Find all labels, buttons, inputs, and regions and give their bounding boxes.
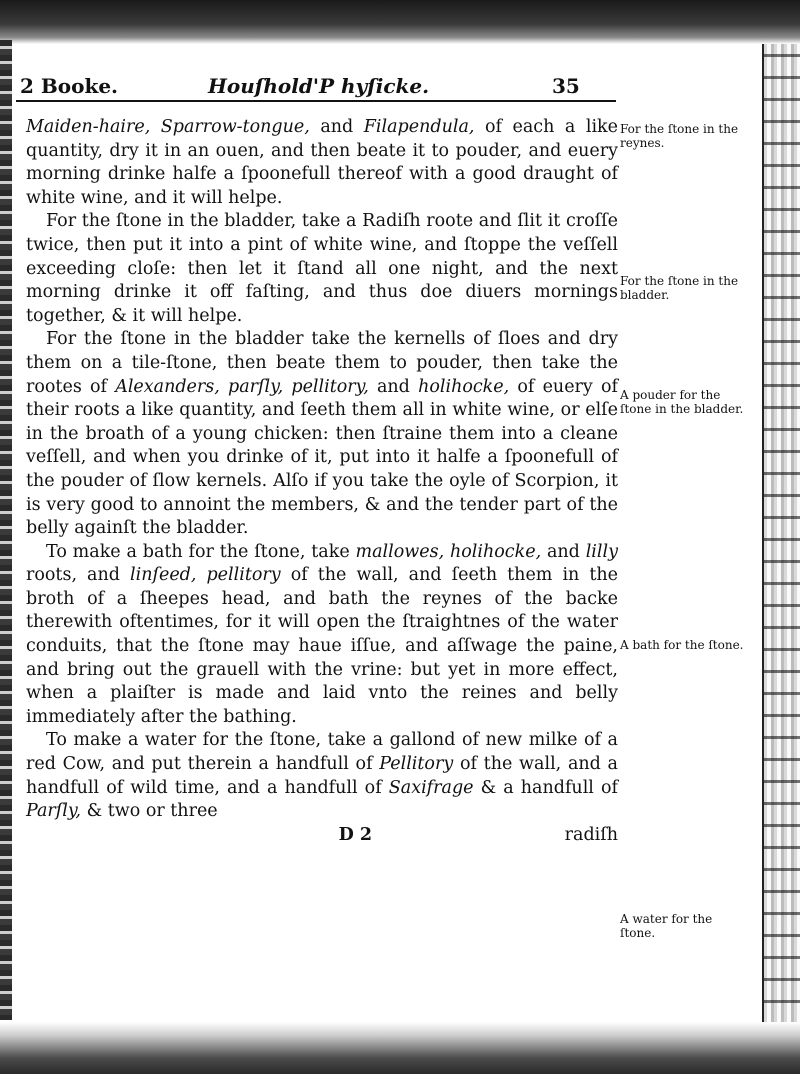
text-run: For the ſtone in the bladder take the kernells of ſloes and dry them on a tile-ſtone, then beate them to pouder, then take the rootes of <box>26 329 618 397</box>
text-run: holihocke, <box>418 376 510 397</box>
text-run: of the wall, and a handfull of wild time, and a handfull of <box>26 754 618 798</box>
text-run: & two or three <box>81 801 218 822</box>
text-run: and <box>368 376 419 397</box>
text-run: To make a water for the ſtone, take a gallond of new milke of a red Cow, and put therein a handfull of <box>26 730 618 775</box>
paragraph-sloe-kernels <box>26 328 618 540</box>
paragraph-water-for-stone <box>26 729 618 823</box>
catchword: radiſh <box>564 824 618 845</box>
paragraph-maiden-haire <box>26 116 618 210</box>
margin-note-bladder: For the ſtone in the bladder. <box>620 274 739 302</box>
margin-note-pouder: A pouder for the ſtone in the bladder. <box>620 388 744 416</box>
text-run: To make a bath for the ſtone, take <box>46 541 356 562</box>
page-bottom-shadow <box>0 1022 800 1074</box>
text-run: linſeed, pellitory <box>130 565 281 586</box>
page-number: 35 <box>552 74 580 98</box>
margin-note-water: A water for the ſtone. <box>620 912 713 940</box>
text-run: Alexanders, parſly, pellitory, <box>115 376 369 397</box>
text-run: Pellitory <box>379 754 454 775</box>
text-run: of the wall, and ſeeth them in the broth of a ſheepes head, and bath the reynes of the backe therewith oftentimes, for it will open the ſtraightnes of the water conduits, that the ſtone may haue iſſue, and aſſwage the paine, and bring out the grauell with the vrine: but yet in more effect, when a plaiſter is made and laid vnto the reines and belly immediately after the bathing. <box>26 565 619 727</box>
header-rule <box>16 100 616 102</box>
running-head <box>20 74 620 108</box>
text-run: and <box>309 117 364 137</box>
margin-note-bath: A bath for the ſtone. <box>620 638 744 652</box>
text-run: For the ſtone in the bladder, take a Radiſh roote and ſlit it croſſe twice, then put it into a pint of white wine, and ſtoppe the veſſell exceeding cloſe: then let it ſtand all one night, and the next morning drinke it off faſting, and thus doe diuers mornings together, & it will helpe. <box>26 211 618 326</box>
text-run: of each a like quantity, dry it in an ouen, and then beate it to pouder, and euery morning drinke halfe a ſpoonefull thereof with a good draught of white wine, and it will helpe. <box>26 117 618 208</box>
book-page <box>16 52 760 1022</box>
text-run: of euery of their roots a like quantity, and ſeeth them all in white wine, or elſe in the broath of a young chicken: then ſtraine them into a cleane veſſell, and when you drinke of it, put into it halfe a ſpoonefull of the pouder of ſlow kernels. Alſo if you take the oyle of Scorpion, it is very good to annoint the members, & and the tender part of the belly againſt the bladder. <box>26 376 618 539</box>
page-left-border <box>0 40 12 1020</box>
text-run: Saxifrage <box>388 777 474 798</box>
text-run: mallowes, holihocke, <box>355 541 542 562</box>
margin-note-reynes: For the ſtone in the reynes. <box>620 122 739 150</box>
book-number: 2 Booke. <box>20 74 119 98</box>
body-text <box>26 116 618 847</box>
decorative-right-border <box>762 44 800 1022</box>
text-run: Maiden-haire, Sparrow-tongue, <box>26 117 310 137</box>
text-run: roots, and <box>26 565 131 586</box>
text-run: and <box>541 541 586 562</box>
signature-mark <box>146 824 618 848</box>
text-run: lilly <box>585 541 618 562</box>
text-run: & a handfull of <box>473 777 618 798</box>
paragraph-radish-remedy <box>26 210 618 328</box>
paragraph-bath-for-stone <box>26 541 618 730</box>
text-run: Parſly, <box>26 801 81 822</box>
text-run: Filapendula, <box>363 117 475 137</box>
page-top-shadow <box>0 0 800 44</box>
signature-text: D 2 <box>338 824 373 845</box>
running-title: Houſhold'P hyſicke. <box>208 74 430 98</box>
